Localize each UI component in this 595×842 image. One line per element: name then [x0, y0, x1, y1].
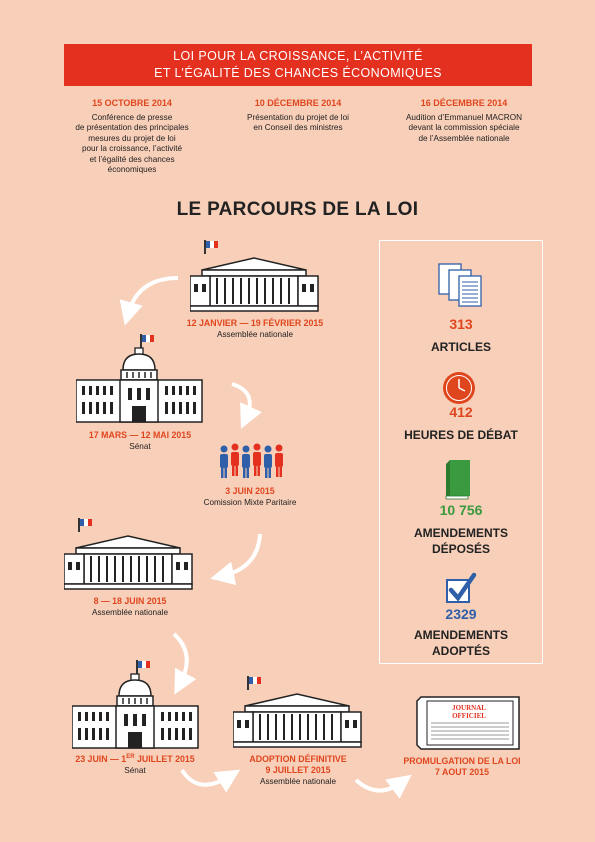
- step-place: Assemblée nationale: [216, 330, 293, 339]
- arrow: [232, 384, 250, 418]
- event-text: en Conseil des ministres: [253, 123, 343, 132]
- arrow: [182, 770, 230, 785]
- checkbox-icon: [444, 572, 478, 606]
- arrow: [174, 634, 187, 684]
- stat-label-line: AMENDEMENTS: [413, 526, 508, 540]
- step-place: Comission Mixte Paritaire: [203, 498, 297, 507]
- event-date: 15 OCTOBRE 2014: [92, 98, 172, 108]
- step-date: 3 JUIN 2015: [225, 486, 275, 496]
- event-text: devant la commission spéciale: [408, 123, 520, 132]
- stat-value-articles: 313: [449, 316, 473, 332]
- step-date: 9 JUILLET 2015: [265, 765, 331, 775]
- step-place: Assemblée nationale: [259, 777, 336, 786]
- event-text: économiques: [107, 165, 157, 174]
- stat-label-amendements-adoptes: [379, 627, 543, 659]
- event-text: pour la croissance, l’activité: [81, 144, 183, 153]
- clock-icon: [440, 370, 478, 406]
- step-date: 17 MARS — 12 MAI 2015: [88, 430, 192, 440]
- stat-label-amendements-deposes: [379, 525, 543, 557]
- journal-title: JOURNAL: [452, 704, 486, 712]
- event-text: Audition d’Emmanuel MACRON: [405, 112, 523, 122]
- book-icon: [444, 458, 474, 500]
- journal-title: OFFICIEL: [452, 712, 486, 720]
- arrow: [128, 278, 178, 314]
- arrow: [356, 780, 402, 791]
- page-title: LE PARCOURS DE LA LOI: [176, 199, 419, 220]
- event-date: 10 DÉCEMBRE 2014: [254, 98, 342, 108]
- stat-value-hours: 412: [449, 404, 473, 420]
- step-date-superscript: ER: [126, 754, 135, 760]
- documents-icon: [437, 262, 487, 308]
- step-place: Assemblée nationale: [91, 608, 168, 617]
- event-text: Conférence de presse: [91, 112, 173, 122]
- stat-label-line: ADOPTÉS: [431, 644, 490, 658]
- arrow: [222, 534, 260, 576]
- event-date: 16 DÉCEMBRE 2014: [420, 98, 508, 108]
- stat-label-line: DÉPOSÉS: [431, 542, 491, 556]
- step-date: 7 AOUT 2015: [435, 767, 489, 777]
- step-date: 23 JUIN — 1: [75, 753, 127, 764]
- step-title: ADOPTION DÉFINITIVE: [249, 754, 347, 764]
- step-date: 8 — 18 JUIN 2015: [93, 596, 167, 606]
- event-text: mesures du projet de loi: [88, 133, 176, 143]
- event-text: et l’égalité des chances: [89, 154, 175, 164]
- stat-value-amendements-adoptes: 2329: [445, 606, 477, 622]
- step-place: Sénat: [129, 442, 151, 451]
- step-date: JUILLET 2015: [134, 753, 195, 764]
- stat-value-amendements-deposes: 10 756: [439, 502, 483, 518]
- step-date: 12 JANVIER — 19 FÉVRIER 2015: [186, 318, 324, 328]
- event-text: de présentation des principales: [75, 123, 189, 132]
- stat-label-hours: HEURES DE DÉBAT: [404, 428, 518, 442]
- stat-label-articles: ARTICLES: [431, 340, 491, 354]
- step-place: Sénat: [124, 765, 146, 775]
- event-text: Présentation du projet de loi: [247, 112, 349, 122]
- banner-line-2: ET L’ÉGALITÉ DES CHANCES ÉCONOMIQUES: [154, 66, 442, 80]
- banner-line-1: LOI POUR LA CROISSANCE, L’ACTIVITÉ: [173, 49, 423, 63]
- event-text: de l’Assemblée nationale: [418, 133, 510, 143]
- stat-label-line: AMENDEMENTS: [413, 628, 508, 642]
- step-title: PROMULGATION DE LA LOI: [403, 756, 521, 766]
